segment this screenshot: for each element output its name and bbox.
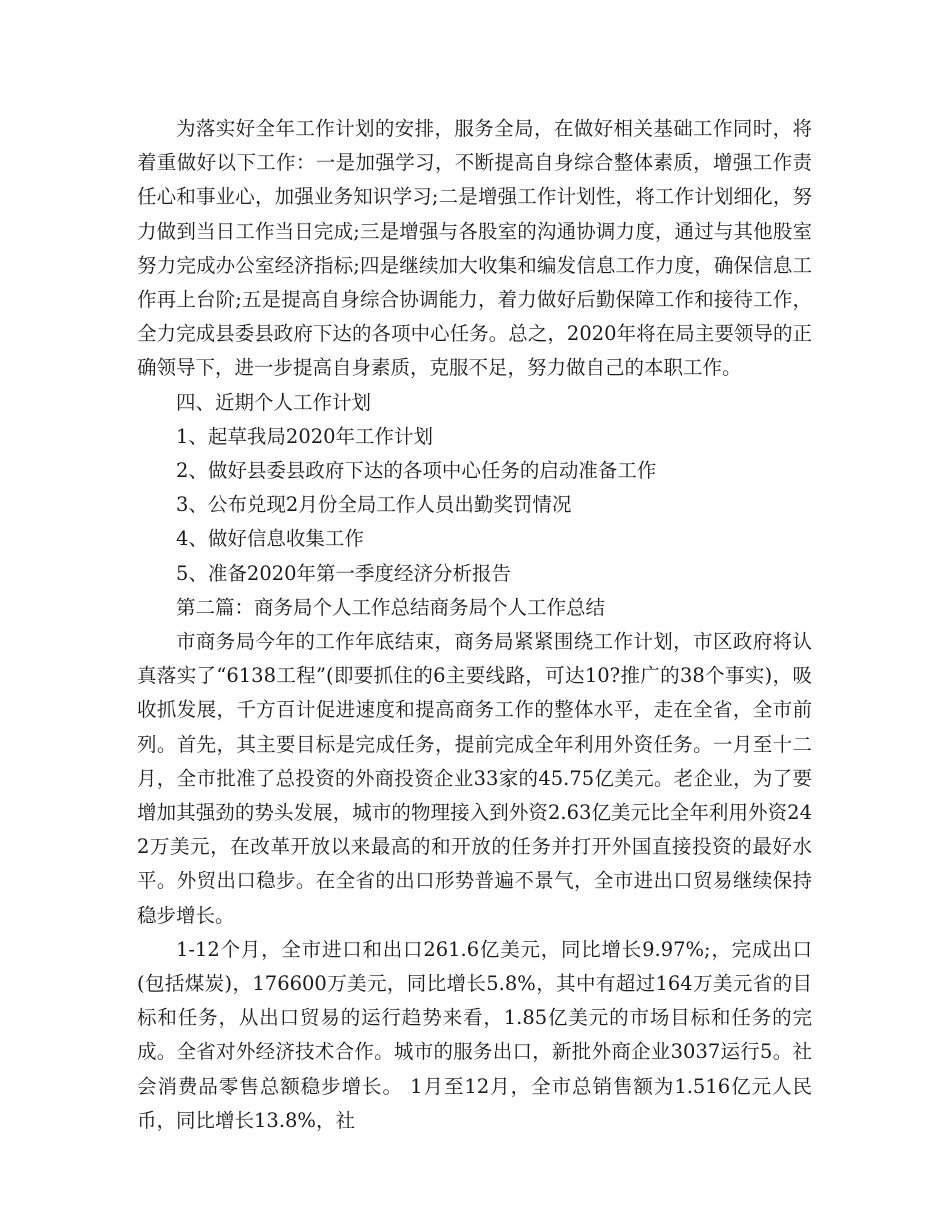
list-item: 3、公布兑现2月份全局工作人员出勤奖罚情况 (176, 493, 572, 517)
document-body (137, 112, 812, 1138)
list-item: 1、起草我局2020年工作计划 (176, 424, 434, 448)
paragraph-work-plan: 为落实好全年工作计划的安排，服务全局，在做好相关基础工作同时，将着重做好以下工作：一是加强学习，不断提高自身综合整体素质，增强工作责任心和事业心，加强业务知识学习;二是增强工作计划性，将工作计划细化，努力做到当日工作当日完成;三是增强与各股室的沟通协调力度，通过与其他股室努力完成办公室经济指标;四是继续加大收集和编发信息工作力度，确保信息工作再上台阶;五是提高自身综合协调能力，着力做好后勤保障工作和接待工作，全力完成县委县政府下达的各项中心任务。总之，2020年将在局主要领导的正确领导下，进一步提高自身素质，克服不足，努力做自己的本职工作。 (137, 117, 812, 380)
list-item: 5、准备2020年第一季度经济分析报告 (176, 561, 512, 585)
list-item: 4、做好信息收集工作 (176, 527, 364, 551)
paragraph-commerce-summary: 市商务局今年的工作年底结束，商务局紧紧围绕工作计划，市区政府将认真落实了“6138工程”(即要抓住的6主要线路，可达10?推广的38个事实)，吸收抓发展，千方百计促进速度和提高商务工作的整体水平，走在全省，全市前列。首先，其主要目标是完成任务，提前完成全年利用外资任务。一月至十二月，全市批准了总投资的外商投资企业33家的45.75亿美元。老企业，为了要增加其强劲的势头发展，城市的物理接入到外资2.63亿美元比全年利用外资242万美元，在改革开放以来最高的和开放的任务并打开外国直接投资的最好水平。外贸出口稳步。在全省的出口形势普遍不景气，全市进出口贸易继续保持稳步增长。 (137, 630, 812, 927)
section-heading-second-article: 第二篇：商务局个人工作总结商务局个人工作总结 (176, 595, 606, 619)
list-item: 2、做好县委县政府下达的各项中心任务的启动准备工作 (176, 459, 657, 483)
section-heading-recent-plan: 四、近期个人工作计划 (176, 390, 372, 414)
paragraph-trade-figures: 1-12个月，全市进口和出口261.6亿美元，同比增长9.97%;，完成出口(包括煤炭)，176600万美元，同比增长5.8%，其中有超过164万美元省的目标和任务，从出口贸易的运行趋势来看，1.85亿美元的市场目标和任务的完成。全省对外经济技术合作。城市的服务出口，新批外商企业3037运行5。社会消费品零售总额稳步增长。 1月至12月，全市总销售额为1.516亿元人民币，同比增长13.8%，社 (137, 937, 812, 1132)
